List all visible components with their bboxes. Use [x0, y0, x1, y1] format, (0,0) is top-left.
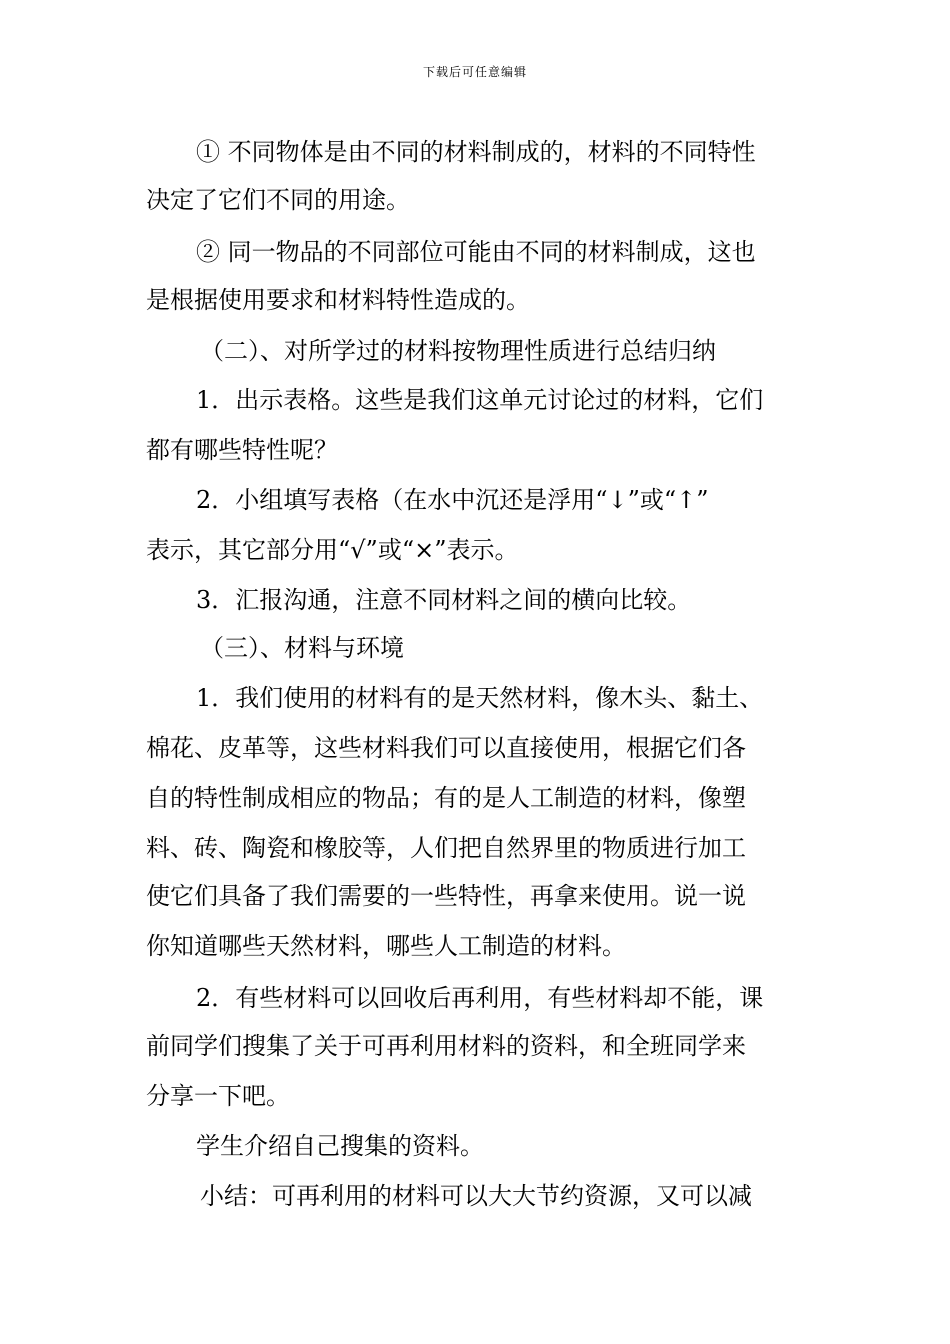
paragraph-9-line-2: 前同学们搜集了关于可再利用材料的资料，和全班同学来 — [146, 1032, 746, 1060]
paragraph-9-line-3: 分享一下吧。 — [146, 1082, 290, 1110]
paragraph-2-line-1: ② 同一物品的不同部位可能由不同的材料制成，这也 — [196, 238, 756, 266]
paragraph-8-line-2: 棉花、皮革等，这些材料我们可以直接使用，根据它们各 — [146, 734, 746, 762]
paragraph-9-line-1: 2．有些材料可以回收后再利用，有些材料却不能，课 — [196, 984, 764, 1012]
paragraph-6-line-1: 3．汇报沟通，注意不同材料之间的横向比较。 — [196, 586, 692, 614]
page-header: 下载后可任意编辑 — [422, 65, 527, 79]
paragraph-2-line-2: 是根据使用要求和材料特性造成的。 — [146, 286, 530, 314]
paragraph-8-line-4: 料、砖、陶瓷和橡胶等，人们把自然界里的物质进行加工 — [146, 834, 746, 862]
paragraph-4-line-2: 都有哪些特性呢？ — [146, 436, 338, 464]
paragraph-1-line-1: ① 不同物体是由不同的材料制成的，材料的不同特性 — [196, 138, 756, 166]
section-heading-2: （二）、对所学过的材料按物理性质进行总结归纳 — [200, 337, 716, 365]
paragraph-11-line-1: 小结：可再利用的材料可以大大节约资源，又可以减 — [200, 1182, 752, 1210]
section-heading-3: （三）、材料与环境 — [200, 634, 404, 662]
paragraph-8-line-5: 使它们具备了我们需要的一些特性，再拿来使用。说一说 — [146, 882, 746, 910]
paragraph-10-line-1: 学生介绍自己搜集的资料。 — [196, 1132, 484, 1160]
paragraph-8-line-6: 你知道哪些天然材料，哪些人工制造的材料。 — [146, 932, 626, 960]
paragraph-8-line-1: 1．我们使用的材料有的是天然材料，像木头、黏土、 — [196, 684, 764, 712]
paragraph-4-line-1: 1．出示表格。这些是我们这单元讨论过的材料，它们 — [196, 386, 764, 414]
paragraph-5-line-2: 表示，其它部分用“√”或“×”表示。 — [146, 536, 519, 564]
paragraph-1-line-2: 决定了它们不同的用途。 — [146, 186, 410, 214]
paragraph-5-line-1: 2．小组填写表格（在水中沉还是浮用“↓”或“↑” — [196, 486, 709, 514]
paragraph-8-line-3: 自的特性制成相应的物品；有的是人工制造的材料，像塑 — [146, 784, 746, 812]
